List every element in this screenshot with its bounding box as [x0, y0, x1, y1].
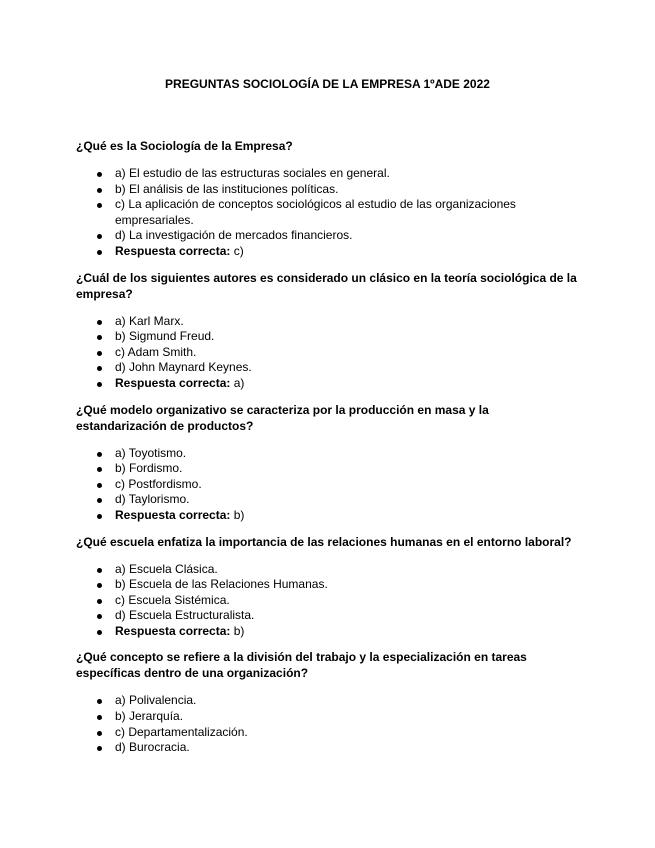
option-item	[76, 329, 581, 345]
options-list	[76, 166, 581, 260]
option-text: a) El estudio de las estructuras sociales en general.	[115, 166, 390, 180]
bullet-icon	[97, 483, 102, 488]
question-4	[76, 534, 581, 640]
option-text: b) Sigmund Freud.	[115, 329, 215, 344]
option-item	[76, 345, 581, 361]
bullet-icon	[97, 599, 102, 604]
bullet-icon	[97, 351, 102, 356]
answer-label: Respuesta correcta:	[115, 243, 231, 258]
option-item	[76, 562, 581, 578]
bullet-icon	[97, 188, 102, 193]
option-item	[76, 446, 581, 462]
bullet-icon	[97, 467, 102, 472]
question-3	[76, 402, 581, 524]
option-text: a) Escuela Clásica.	[115, 561, 218, 576]
option-text: d) John Maynard Keynes.	[115, 360, 252, 375]
bullet-icon	[97, 699, 102, 704]
question-text: ¿Qué es la Sociología de la Empresa?	[76, 139, 293, 153]
option-item	[76, 182, 581, 198]
bullet-icon	[97, 335, 102, 340]
bullet-icon	[97, 746, 102, 751]
option-item	[76, 314, 581, 330]
option-item	[76, 360, 581, 376]
option-item	[76, 693, 581, 709]
option-item	[76, 593, 581, 609]
option-item	[76, 577, 581, 593]
option-text: b) Escuela de las Relaciones Humanas.	[115, 577, 328, 592]
answer-label: Respuesta correcta:	[115, 623, 231, 638]
option-text: c) Adam Smith.	[115, 344, 197, 359]
answer-item	[76, 376, 581, 392]
bullet-icon	[97, 382, 102, 387]
question-list	[76, 138, 581, 766]
option-item	[76, 725, 581, 741]
answer-item	[76, 244, 581, 260]
options-list	[76, 693, 581, 755]
option-text: b) Jerarquía.	[115, 709, 184, 724]
bullet-icon	[97, 452, 102, 457]
bullet-icon	[97, 731, 102, 736]
option-text: a) Toyotismo.	[115, 445, 187, 460]
bullet-icon	[97, 514, 102, 519]
option-text: c) Postfordismo.	[115, 476, 202, 491]
question-text: ¿Qué concepto se refiere a la división del trabajo y la especialización en tareas específicas dentro de una organización?	[76, 650, 527, 681]
bullet-icon	[97, 715, 102, 720]
options-list	[76, 562, 581, 640]
option-item	[76, 608, 581, 624]
bullet-icon	[97, 568, 102, 573]
answer-item	[76, 624, 581, 640]
answer-label: Respuesta correcta:	[115, 507, 231, 522]
bullet-icon	[97, 320, 102, 325]
option-text: a) Polivalencia.	[115, 693, 197, 708]
option-item	[76, 461, 581, 477]
option-item	[76, 166, 581, 182]
option-item	[76, 197, 581, 228]
option-text: a) Karl Marx.	[115, 313, 184, 328]
bullet-icon	[97, 614, 102, 619]
option-text: b) El análisis de las instituciones políticas.	[115, 181, 339, 196]
question-text: ¿Qué modelo organizativo se caracteriza por la producción en masa y la estandarización de productos?	[76, 402, 489, 433]
bullet-icon	[97, 203, 102, 208]
question-2	[76, 270, 581, 392]
answer-label: Respuesta correcta:	[115, 375, 231, 390]
answer-value: b)	[230, 507, 245, 522]
answer-value: b)	[230, 623, 245, 638]
option-text: c) La aplicación de conceptos sociológicos al estudio de las organizaciones empresariales.	[115, 197, 516, 227]
option-item	[76, 709, 581, 725]
option-item	[76, 740, 581, 756]
question-5	[76, 649, 581, 755]
options-list	[76, 314, 581, 392]
bullet-icon	[97, 172, 102, 177]
option-item	[76, 477, 581, 493]
option-text: d) La investigación de mercados financieros.	[115, 228, 353, 243]
option-text: d) Burocracia.	[115, 740, 190, 755]
answer-value: a)	[230, 375, 245, 390]
question-text: ¿Cuál de los siguientes autores es considerado un clásico en la teoría sociológica de la empresa?	[76, 270, 577, 301]
option-item	[76, 228, 581, 244]
question-1	[76, 138, 581, 260]
option-text: b) Fordismo.	[115, 461, 183, 476]
option-text: c) Departamentalización.	[115, 724, 248, 739]
bullet-icon	[97, 583, 102, 588]
bullet-icon	[97, 498, 102, 503]
document-title: PREGUNTAS SOCIOLOGÍA DE LA EMPRESA 1ºADE 2022	[165, 77, 490, 91]
bullet-icon	[97, 366, 102, 371]
option-item	[76, 492, 581, 508]
option-text: d) Taylorismo.	[115, 492, 190, 507]
answer-value: c)	[230, 243, 244, 258]
bullet-icon	[97, 234, 102, 239]
option-text: d) Escuela Estructuralista.	[115, 608, 255, 623]
bullet-icon	[97, 250, 102, 255]
option-text: c) Escuela Sistémica.	[115, 592, 230, 607]
question-text: ¿Qué escuela enfatiza la importancia de las relaciones humanas en el entorno laboral?	[76, 534, 572, 549]
bullet-icon	[97, 630, 102, 635]
options-list	[76, 446, 581, 524]
answer-item	[76, 508, 581, 524]
